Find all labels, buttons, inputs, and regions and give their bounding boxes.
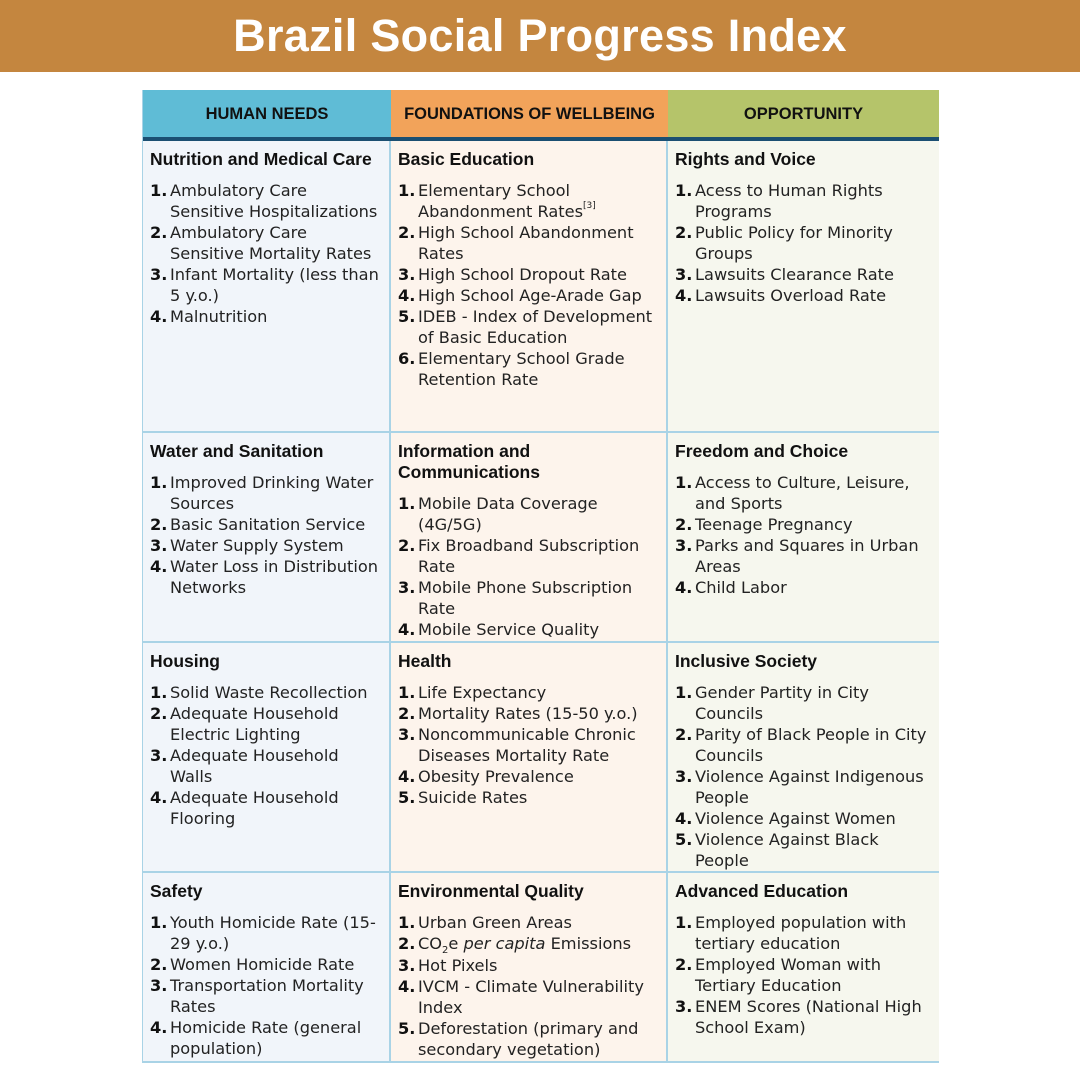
item-text	[695, 808, 896, 829]
component-cell	[391, 433, 668, 643]
item-number: 4.	[675, 809, 693, 828]
item-number: 2.	[398, 934, 416, 953]
item-text-main: Homicide Rate (general population)	[170, 1018, 362, 1058]
item-text	[170, 682, 368, 703]
item-number: 3.	[398, 956, 416, 976]
spi-table	[142, 90, 938, 1063]
item-text-main: Employed population with tertiary education	[695, 913, 907, 953]
item-number: 1.	[675, 473, 693, 492]
item-text-main: Fix Broadband Subscription Rate	[418, 536, 640, 576]
item-text	[695, 682, 933, 724]
item-text	[170, 787, 383, 829]
item-number: 1.	[675, 181, 693, 200]
title-bar	[0, 0, 1080, 72]
item-number: 3.	[150, 265, 168, 284]
item-text	[170, 264, 383, 306]
item-number: 5.	[675, 830, 693, 849]
indicator-item	[150, 1017, 383, 1059]
item-number: 3.	[150, 976, 168, 995]
item-number: 1.	[398, 181, 416, 200]
item-number: 4.	[675, 578, 693, 597]
item-text-main: IDEB - Index of Development of Basic Education	[418, 307, 653, 347]
header-opportunity: OPPORTUNITY	[668, 90, 939, 141]
component-title: Safety	[150, 881, 203, 901]
item-text	[170, 535, 344, 556]
indicator-item	[150, 472, 383, 514]
page-title: Brazil Social Progress Index	[233, 10, 847, 61]
item-text-main: Suicide Rates	[418, 788, 528, 807]
indicator-item	[675, 724, 933, 766]
item-text	[418, 912, 572, 933]
indicator-item	[398, 976, 660, 1018]
item-text-main: Life Expectancy	[418, 683, 547, 702]
item-text-main: Parks and Squares in Urban Areas	[695, 536, 919, 576]
item-number: 2.	[150, 955, 168, 974]
indicator-item	[150, 556, 383, 598]
item-text-main: Mobile Data Coverage (4G/5G)	[418, 494, 598, 534]
indicator-item	[150, 787, 383, 829]
component-cell	[668, 141, 939, 433]
indicator-item	[675, 222, 933, 264]
item-text	[695, 514, 853, 535]
item-text	[170, 472, 383, 514]
item-number: 2.	[398, 536, 416, 555]
item-text	[170, 975, 383, 1017]
item-text-main: Women Homicide Rate	[170, 955, 355, 974]
indicator-item	[398, 1018, 660, 1060]
item-text-main: Adequate Household Flooring	[170, 788, 339, 828]
item-text-main: Adequate Household Walls	[170, 746, 339, 786]
component-title: Water and Sanitation	[150, 441, 324, 461]
item-text-main: High School Abandonment Rates	[418, 223, 634, 263]
indicator-item	[675, 577, 933, 598]
indicator-item	[398, 955, 660, 976]
item-text-main: Mortality Rates (15-50 y.o.)	[418, 704, 638, 723]
item-text	[418, 682, 546, 703]
item-text	[695, 766, 933, 808]
item-text	[170, 1017, 383, 1059]
indicator-item	[398, 787, 660, 808]
indicator-item	[150, 703, 383, 745]
item-text-main: Mobile Service Quality	[418, 620, 600, 639]
item-text-main: Violence Against Indigenous People	[695, 767, 924, 807]
item-text	[418, 264, 627, 285]
item-text	[170, 954, 354, 975]
item-number: 4.	[150, 788, 168, 807]
subscript: 2	[442, 945, 449, 957]
item-number: 4.	[398, 977, 416, 997]
item-text	[695, 535, 933, 577]
item-text	[170, 514, 365, 535]
indicator-item	[398, 493, 660, 535]
component-cell	[143, 643, 391, 873]
item-text-main: Public Policy for Minority Groups	[695, 223, 893, 263]
item-number: 2.	[398, 223, 416, 242]
item-text	[418, 933, 631, 955]
component-title: Health	[398, 651, 452, 671]
component-title: Inclusive Society	[675, 651, 818, 671]
indicator-item	[398, 535, 660, 577]
item-text-main: CO	[418, 934, 443, 953]
item-text-main: Acess to Human Rights Programs	[695, 181, 883, 221]
item-text	[695, 724, 933, 766]
item-text-main: Lawsuits Clearance Rate	[695, 265, 894, 284]
item-text	[170, 912, 383, 954]
item-text	[418, 955, 497, 976]
item-text-main: Ambulatory Care Sensitive Hospitalizations	[170, 181, 378, 221]
item-text-main: Malnutrition	[170, 307, 268, 326]
item-text-main: Improved Drinking Water Sources	[170, 473, 374, 513]
item-number: 1.	[398, 913, 416, 932]
indicator-item	[398, 682, 660, 703]
item-number: 3.	[675, 536, 693, 555]
indicator-item	[398, 285, 660, 306]
item-text-main: Obesity Prevalence	[418, 767, 574, 786]
item-text-main: Water Supply System	[170, 536, 344, 555]
indicator-item	[150, 264, 383, 306]
component-title: Advanced Education	[675, 881, 849, 901]
component-title: Rights and Voice	[675, 149, 816, 169]
indicator-item	[150, 682, 383, 703]
item-number: 4.	[398, 767, 416, 786]
item-number: 1.	[150, 913, 168, 932]
item-number: 2.	[675, 223, 693, 242]
item-text-italic: per capita	[463, 934, 546, 953]
item-text	[695, 912, 933, 954]
item-number: 3.	[398, 265, 416, 284]
component-cell	[143, 433, 391, 643]
item-text	[695, 954, 933, 996]
indicator-item	[398, 724, 660, 766]
item-text-main: Employed Woman with Tertiary Education	[695, 955, 882, 995]
item-text	[418, 222, 660, 264]
component-cell	[143, 141, 391, 433]
indicator-item	[398, 703, 660, 724]
header-foundations-of-wellbeing: FOUNDATIONS OF WELLBEING	[391, 90, 668, 141]
indicator-item	[675, 535, 933, 577]
component-title: Basic Education	[398, 149, 535, 169]
item-text-main: Solid Waste Recollection	[170, 683, 368, 702]
item-text	[695, 264, 894, 285]
item-text-post: Emissions	[545, 934, 632, 953]
indicator-item	[150, 745, 383, 787]
indicator-item	[398, 766, 660, 787]
item-text-main: Gender Partity in City Councils	[695, 683, 869, 723]
indicator-item	[675, 829, 933, 871]
component-title: Nutrition and Medical Care	[150, 149, 372, 169]
item-text	[418, 577, 660, 619]
item-text	[170, 745, 383, 787]
item-number: 3.	[675, 265, 693, 284]
indicator-item	[675, 912, 933, 954]
component-cell	[668, 433, 939, 643]
indicator-item	[150, 222, 383, 264]
indicator-item	[150, 954, 383, 975]
item-text-mid: e	[448, 934, 464, 953]
item-text	[418, 703, 638, 724]
indicator-item	[398, 619, 660, 640]
indicator-item	[150, 306, 383, 327]
item-text	[418, 535, 660, 577]
indicator-item	[150, 975, 383, 1017]
item-text-main: High School Dropout Rate	[418, 265, 627, 284]
item-text-main: Basic Sanitation Service	[170, 515, 366, 534]
item-text	[418, 348, 660, 390]
item-text-main: Deforestation (primary and secondary vegetation)	[418, 1019, 639, 1060]
item-text	[418, 180, 660, 222]
indicator-item	[398, 180, 660, 222]
item-number: 4.	[675, 286, 693, 305]
indicator-item	[675, 808, 933, 829]
item-text	[695, 222, 933, 264]
indicator-item	[675, 766, 933, 808]
indicator-item	[398, 222, 660, 264]
indicator-item	[150, 912, 383, 954]
footnote-ref: [3]	[583, 201, 596, 211]
item-number: 4.	[150, 307, 168, 326]
item-number: 2.	[675, 725, 693, 744]
indicator-item	[150, 514, 383, 535]
item-number: 2.	[150, 704, 168, 723]
indicator-item	[675, 514, 933, 535]
item-text	[170, 703, 383, 745]
item-text-main: ENEM Scores (National High School Exam)	[695, 997, 922, 1037]
item-number: 2.	[675, 955, 693, 974]
item-text	[418, 787, 527, 808]
indicator-item	[675, 954, 933, 996]
indicator-item	[398, 912, 660, 933]
item-number: 3.	[150, 536, 168, 555]
item-number: 1.	[398, 683, 416, 702]
item-number: 4.	[150, 1018, 168, 1037]
item-text-main: Transportation Mortality Rates	[170, 976, 364, 1016]
item-number: 2.	[150, 223, 168, 242]
item-number: 1.	[675, 913, 693, 932]
item-number: 3.	[398, 725, 416, 744]
component-cell	[668, 873, 939, 1063]
item-number: 2.	[150, 515, 168, 534]
item-text	[170, 222, 383, 264]
item-text	[418, 766, 574, 787]
item-number: 1.	[150, 683, 168, 702]
item-text	[418, 1018, 660, 1060]
item-text-main: Mobile Phone Subscription Rate	[418, 578, 633, 618]
item-number: 1.	[398, 494, 416, 513]
component-title: Housing	[150, 651, 220, 671]
item-text	[418, 976, 660, 1018]
item-number: 5.	[398, 1019, 416, 1039]
indicator-item	[398, 306, 660, 348]
indicator-item	[675, 264, 933, 285]
item-text-main: Ambulatory Care Sensitive Mortality Rates	[170, 223, 372, 263]
item-number: 5.	[398, 788, 416, 807]
indicator-item	[150, 180, 383, 222]
item-text-main: Urban Green Areas	[418, 913, 572, 932]
item-number: 3.	[150, 746, 168, 765]
item-number: 3.	[675, 997, 693, 1016]
item-text-main: Teenage Pregnancy	[695, 515, 853, 534]
item-number: 2.	[398, 704, 416, 723]
item-text-main: Elementary School Grade Retention Rate	[418, 349, 625, 389]
indicator-item	[675, 472, 933, 514]
item-text-main: Adequate Household Electric Lighting	[170, 704, 339, 744]
item-text	[695, 829, 933, 871]
item-text	[170, 180, 383, 222]
indicator-item	[675, 682, 933, 724]
item-text-main: Violence Against Women	[695, 809, 896, 828]
component-cell	[143, 873, 391, 1063]
item-text-main: Violence Against Black People	[695, 830, 879, 870]
header-human-needs: HUMAN NEEDS	[143, 90, 391, 141]
item-number: 6.	[398, 349, 416, 368]
item-number: 4.	[150, 557, 168, 576]
item-text-main: Parity of Black People in City Councils	[695, 725, 927, 765]
item-text-main: Elementary School Abandonment Rates	[418, 181, 583, 221]
item-text-main: Hot Pixels	[418, 956, 498, 976]
component-cell	[391, 141, 668, 433]
item-text	[418, 285, 642, 306]
indicator-item	[398, 577, 660, 619]
component-title: Information and Communications	[398, 441, 540, 482]
indicator-item	[675, 180, 933, 222]
item-number: 5.	[398, 307, 416, 326]
item-text	[695, 472, 933, 514]
item-text	[418, 493, 660, 535]
item-text-main: Noncommunicable Chronic Diseases Mortality Rate	[418, 725, 636, 765]
item-number: 4.	[398, 286, 416, 305]
item-number: 1.	[675, 683, 693, 702]
indicator-item	[675, 285, 933, 306]
item-text-main: Youth Homicide Rate (15-29 y.o.)	[170, 913, 376, 953]
component-cell	[391, 873, 668, 1063]
component-cell	[391, 643, 668, 873]
indicator-item	[398, 264, 660, 285]
item-text	[695, 180, 933, 222]
item-text-main: Water Loss in Distribution Networks	[170, 557, 378, 597]
item-text-main: Access to Culture, Leisure, and Sports	[695, 473, 910, 513]
indicator-item	[398, 348, 660, 390]
item-text	[418, 619, 599, 640]
item-text	[418, 306, 660, 348]
component-title: Freedom and Choice	[675, 441, 849, 461]
item-text-main: IVCM - Climate Vulnerability Index	[418, 977, 644, 1018]
indicator-item	[675, 996, 933, 1038]
item-number: 1.	[150, 473, 168, 492]
item-text-main: Infant Mortality (less than 5 y.o.)	[170, 265, 379, 305]
item-text-main: High School Age-Arade Gap	[418, 286, 642, 305]
indicator-item	[150, 535, 383, 556]
item-text	[695, 285, 886, 306]
item-text-main: Lawsuits Overload Rate	[695, 286, 887, 305]
item-text	[418, 724, 660, 766]
item-number: 2.	[675, 515, 693, 534]
component-cell	[668, 643, 939, 873]
component-title: Environmental Quality	[398, 881, 584, 901]
item-number: 3.	[398, 578, 416, 597]
item-number: 4.	[398, 620, 416, 639]
item-text-main: Child Labor	[695, 578, 787, 597]
item-text	[695, 996, 933, 1038]
item-number: 3.	[675, 767, 693, 786]
item-text	[695, 577, 787, 598]
item-number: 1.	[150, 181, 168, 200]
item-text	[170, 306, 267, 327]
indicator-item	[398, 933, 660, 955]
item-text	[170, 556, 383, 598]
